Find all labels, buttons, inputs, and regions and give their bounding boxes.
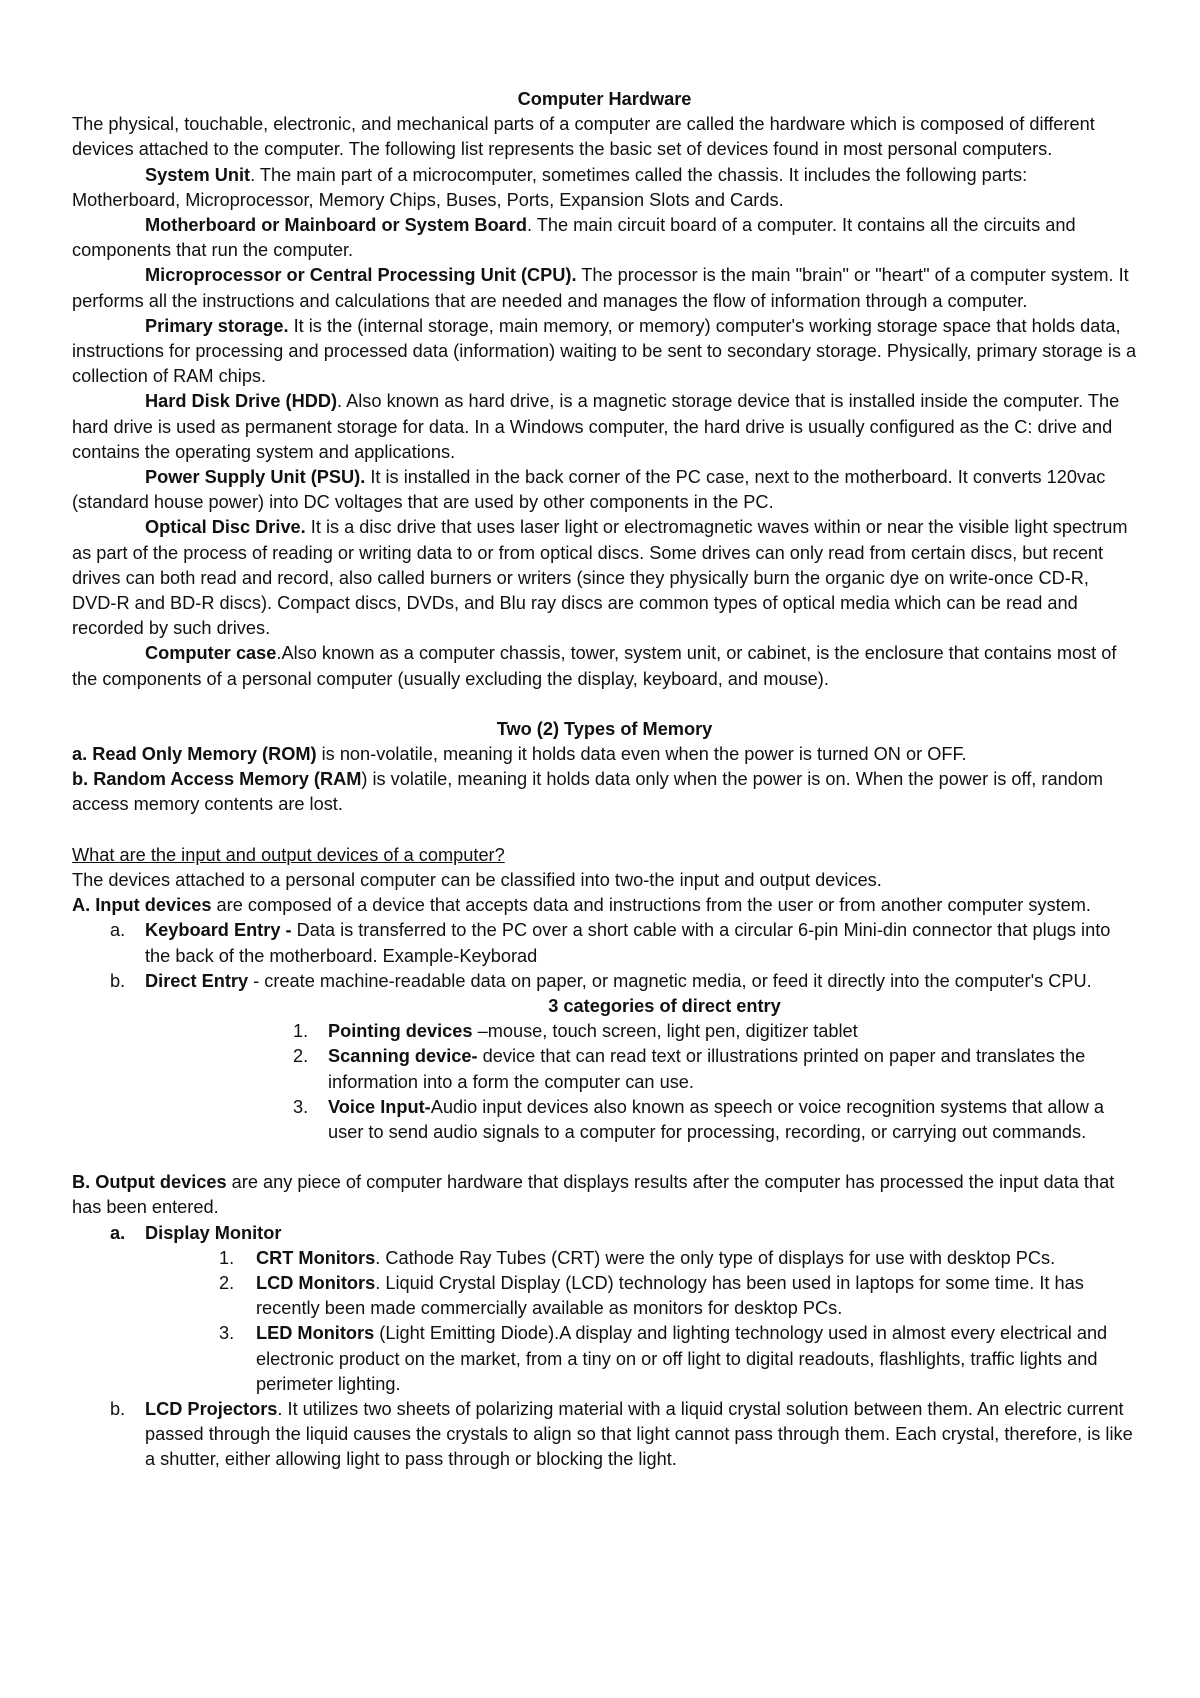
direct-voice-input: 3. Voice Input-Audio input devices also known as speech or voice recognition systems that allow a user to send audio signals to a computer for processing, recording, or carrying out commands. [293, 1096, 1105, 1142]
hw-system-unit: System Unit. The main part of a microcomputer, sometimes called the chassis. It includes the following parts: Motherboard, Microprocessor, Memory Chips, Buses, Ports, Expansion Slots and Cards. [72, 164, 1028, 210]
memory-heading: Two (2) Types of Memory [496, 718, 713, 739]
output-display-monitor: a. Display Monitor [110, 1222, 282, 1243]
hw-primary-storage: Primary storage. It is the (internal storage, main memory, or memory) computer's working storage space that holds data, instructions for processing and processed data (information) waiting to be sent to secondary storage. Physically, primary storage is a collection of RAM chips. [72, 315, 1137, 387]
direct-entry-heading: 3 categories of direct entry [548, 995, 781, 1016]
input-keyboard-entry: a. Keyboard Entry - Data is transferred to the PC over a short cable with a circular 6-pin Mini-din connector that plugs into the back of the motherboard. Example-Keyborad [110, 920, 1111, 966]
io-intro: The devices attached to a personal computer can be classified into two-the input and output devices. [72, 869, 882, 890]
output-lcd-projectors: b. LCD Projectors. It utilizes two sheets of polarizing material with a liquid crystal solution between them. An electric current passed through the liquid causes the crystals to align so that light cannot pass through them. Each crystal, therefore, is like a shutter, either allowing light to pass through or blocking the light. [110, 1398, 1133, 1470]
monitor-led: 3. LED Monitors (Light Emitting Diode).A display and lighting technology used in almost every electrical and electronic product on the market, from a tiny on or off light to digital readouts, flashlights, traffic lights and perimeter lighting. [219, 1323, 1108, 1394]
monitor-crt: 1. CRT Monitors. Cathode Ray Tubes (CRT) were the only type of displays for use with desktop PCs. [219, 1247, 1056, 1268]
memory-ram: b. Random Access Memory (RAM) is volatile, meaning it holds data only when the power is on. When the power is off, random access memory contents are lost. [72, 769, 1104, 815]
io-question: What are the input and output devices of a computer? [72, 844, 505, 865]
direct-pointing-devices: 1. Pointing devices –mouse, touch screen, light pen, digitizer tablet [293, 1021, 858, 1042]
hw-cpu: Microprocessor or Central Processing Unit (CPU). The processor is the main "brain" or "heart" of a computer system. It performs all the instructions and calculations that are needed and manages the flow of information through a computer. [72, 265, 1129, 311]
hw-hard-disk-drive: Hard Disk Drive (HDD). Also known as hard drive, is a magnetic storage device that is installed inside the computer. The hard drive is used as permanent storage for data. In a Windows computer, the hard drive is usually configured as the C: drive and contains the operating system and applications. [72, 391, 1120, 462]
memory-rom: a. Read Only Memory (ROM) is non-volatile, meaning it holds data even when the power is turned ON or OFF. [72, 744, 967, 765]
hw-motherboard: Motherboard or Mainboard or System Board. The main circuit board of a computer. It contains all the circuits and components that run the computer. [72, 215, 1076, 261]
hw-computer-case: Computer case.Also known as a computer chassis, tower, system unit, or cabinet, is the enclosure that contains most of the components of a personal computer (usually excluding the display, keyboard, and mouse). [72, 643, 1117, 689]
intro-paragraph: The physical, touchable, electronic, and mechanical parts of a computer are called the hardware which is composed of different devices attached to the computer. The following list represents the basic set of devices found in most personal computers. [72, 114, 1095, 160]
input-devices: A. Input devices are composed of a device that accepts data and instructions from the user or from another computer system. [72, 895, 1091, 916]
output-devices: B. Output devices are any piece of computer hardware that displays results after the computer has processed the input data that has been entered. [72, 1172, 1115, 1218]
document-title: Computer Hardware [517, 89, 692, 109]
hw-optical-drive: Optical Disc Drive. It is a disc drive that uses laser light or electromagnetic waves within or near the visible light spectrum as part of the process of reading or writing data to or from optical discs. Some drives can only read from certain discs, but recent drives can both read and record, also called burners or writers (since they physically burn the organic dye on write-once CD-R, DVD-R and BD-R discs). Compact discs, DVDs, and Blu ray discs are common types of optical media which can be read and recorded by such drives. [72, 517, 1128, 639]
document-page [72, 87, 1137, 1473]
direct-scanning-device: 2. Scanning device- device that can read text or illustrations printed on paper and translates the information into a form the computer can use. [293, 1046, 1086, 1092]
monitor-lcd: 2. LCD Monitors. Liquid Crystal Display (LCD) technology has been used in laptops for some time. It has recently been made commercially available as monitors for desktop PCs. [219, 1272, 1084, 1319]
input-direct-entry: b. Direct Entry - create machine-readable data on paper, or magnetic media, or feed it directly into the computer's CPU. [110, 970, 1092, 991]
hw-power-supply: Power Supply Unit (PSU). It is installed in the back corner of the PC case, next to the motherboard. It converts 120vac (standard house power) into DC voltages that are used by other components in the PC. [72, 467, 1106, 513]
